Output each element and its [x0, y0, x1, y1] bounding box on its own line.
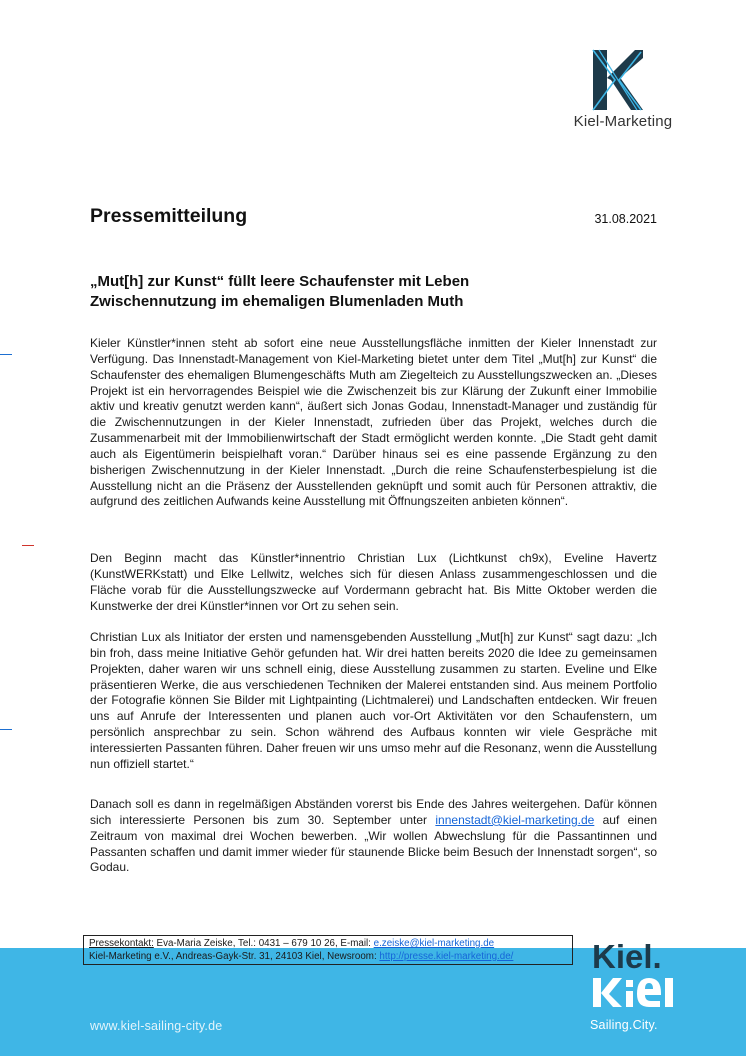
- contact-email-link[interactable]: e.zeiske@kiel-marketing.de: [373, 938, 495, 949]
- contact-line-1: [89, 938, 567, 951]
- footer-website: www.kiel-sailing-city.de: [90, 1019, 223, 1033]
- page-title: Pressemitteilung: [90, 205, 248, 227]
- footer-claim: Sailing.City.: [590, 1018, 658, 1032]
- kiel-sailing-city-logo-icon: [590, 938, 676, 1022]
- newsroom-link[interactable]: http://presse.kiel-marketing.de/: [379, 950, 514, 962]
- contact-address: Kiel-Marketing e.V., Andreas-Gayk-Str. 31, 24103 Kiel, Newsroom:: [89, 950, 380, 962]
- body-paragraph-4: [90, 797, 657, 876]
- release-date: 31.08.2021: [594, 212, 657, 226]
- paragraph-text: Danach soll es dann in regelmäßigen Abständen vorerst bis Ende des Jahres weitergehen. Dafür können sich interessierte Personen bis zum 30. September unter: [90, 797, 657, 827]
- headline: [90, 272, 610, 312]
- body-paragraph-2: Den Beginn macht das Künstler*innentrio Christian Lux (Lichtkunst ch9x), Eveline Havertz (KunstWERKstatt) und Elke Lellwitz, welches sich für diesen Anlass zusammengeschlossen und die Fläche vorab für die Ausstellungszwecke auf Vordermann gebracht hat. Bis Mitte Oktober werden die Kunstwerke der drei Künstler*innen vor Ort zu sehen sein.: [90, 551, 657, 613]
- punch-mark-middle: [22, 545, 34, 546]
- press-contact-box: [83, 935, 573, 965]
- contact-line-2: [89, 951, 567, 964]
- logo-wordmark: Kiel-Marketing: [573, 113, 673, 130]
- headline-line-2: Zwischennutzung im ehemaligen Blumenladen Muth: [90, 293, 464, 310]
- fold-mark-top: [0, 354, 12, 355]
- contact-label: Pressekontakt:: [89, 938, 154, 949]
- contact-text: Eva-Maria Zeiske, Tel.: 0431 – 679 10 26, E-mail:: [153, 938, 374, 949]
- email-link-innenstadt[interactable]: innenstadt@kiel-marketing.de: [435, 812, 595, 827]
- body-paragraph-3: Christian Lux als Initiator der ersten und namensgebenden Ausstellung „Mut[h] zur Kunst“ sagt dazu: „Ich bin froh, dass meine Initiative Gehör gefunden hat. Wir drei hatten bereits 2020 die Idee zu gemeinsamen Projekten, daher waren wir uns schnell einig, diese Ausstellung zusammen zu starten. Eveline und Elke präsentieren Werke, die aus verschiedenen Techniken der Malerei entstanden sind. Aus meinem Portfolio der Fotografie können Sie Bilder mit Lightpainting (Lichtmalerei) und Landschaften entdecken. Wir freuen uns auf Anrufe der Interessenten und planen auch vor-Ort Aktivitäten vor den Schaufenstern, um persönlich ansprechbar zu sein. Schon während des Aufbaus konnten wir viele Gespräche mit interessierten Passanten führen. Daher freuen wir uns umso mehr auf die Resonanz, wenn die Ausstellung nun offiziell startet.“: [90, 630, 657, 771]
- headline-line-1: „Mut[h] zur Kunst“ füllt leere Schaufenster mit Leben: [90, 273, 470, 290]
- paragraph-text: auf einen Zeitraum von maximal drei Wochen bewerben. „Wir wollen Abwechslung für die Passantinnen und Passanten schaffen und damit immer wieder für staunende Blicke beim Besuch der Innenstadt sorgen“, so Godau.: [90, 812, 657, 875]
- fold-mark-bottom: [0, 729, 12, 730]
- logo-word: Kiel.: [592, 938, 662, 975]
- body-paragraph-1: Kieler Künstler*innen steht ab sofort eine neue Ausstellungsfläche inmitten der Kieler Innenstadt zur Verfügung. Das Innenstadt-Management von Kiel-Marketing bietet unter dem Titel „Mut[h] zur Kunst“ die Schaufenster des ehemaligen Blumengeschäfts Muth am Ziegelteich zu Ausstellungszwecken an. „Dieses Projekt ist ein hervorragendes Beispiel wie die Zwischenzeit bis zur Klärung der Zukunft einer Immobilie aktiv und kreativ genutzt werden kann“, äußert sich Jonas Godau, Innenstadt-Manager und zuständig für die Zwischennutzungen in der Kieler Innenstadt, zufrieden über das Projekt, welches durch die Zusammenarbeit mit der Immobilienwirtschaft der Stadt ermöglicht werden konnte. „Die Stadt geht damit auch als Eigentümerin beispielhaft voran.“ Darüber hinaus sei es eine passende Ergänzung zu den bisherigen Zwischennutzung in der Kieler Innenstadt. „Durch die reine Schaufensterbespielung ist die Ausstellung nicht an die Präsenz der Ausstellenden geknüpft und somit auch für Personen attraktiv, die aufgrund des zeitlichen Aufwands keine Ausstellung mit Öffnungszeiten anbieten können“.: [90, 336, 657, 509]
- kiel-marketing-logo-icon: [591, 48, 643, 112]
